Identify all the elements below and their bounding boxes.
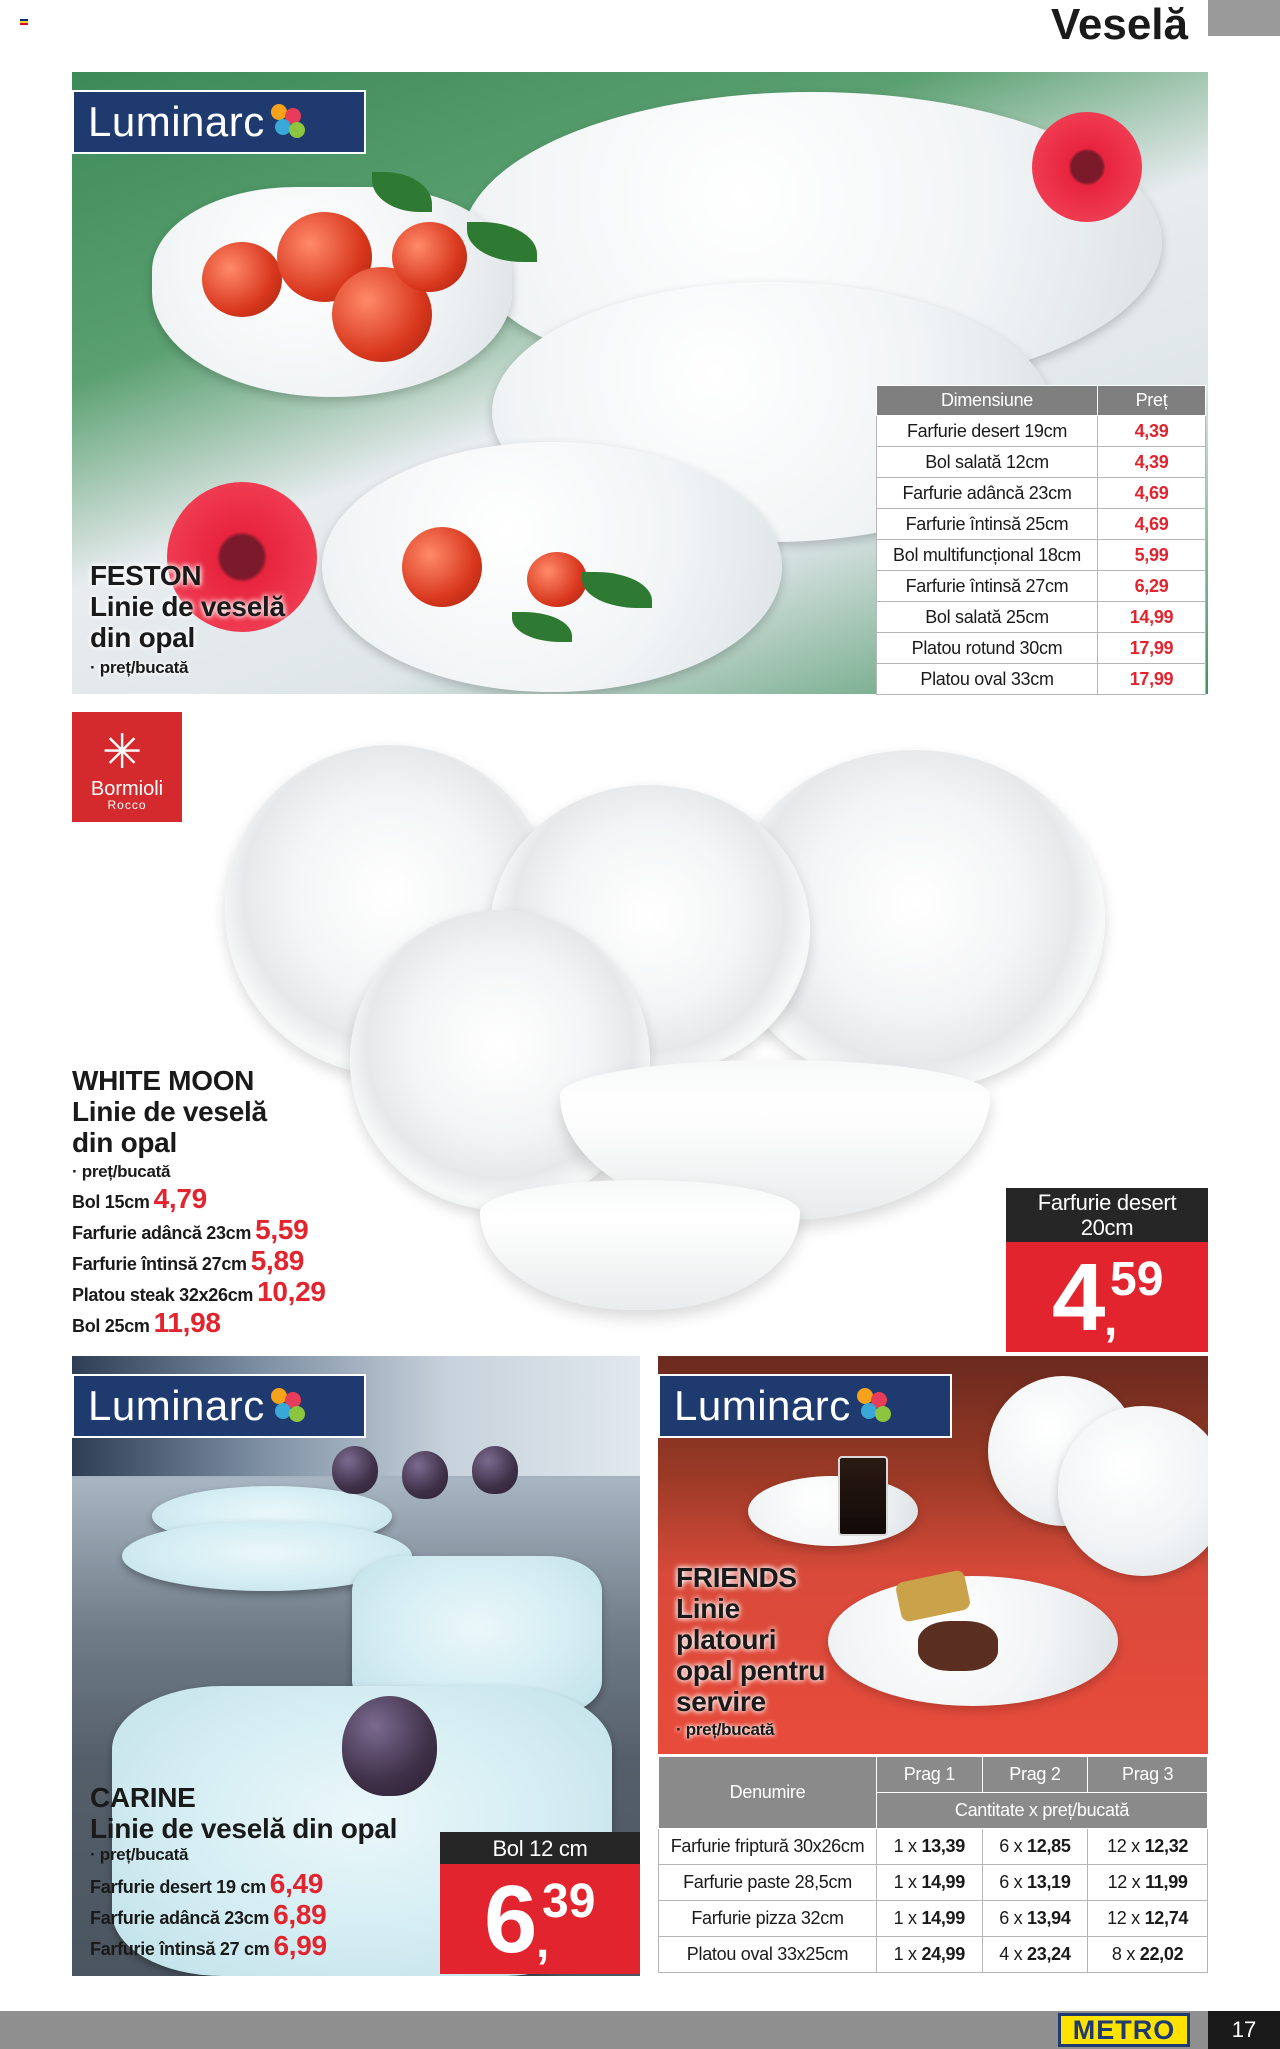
friends-title-line: platouri — [676, 1624, 777, 1655]
tier-cell — [1088, 1937, 1208, 1973]
item-name: Farfurie paste 28,5cm — [659, 1865, 877, 1901]
item-price: 5,99 — [1098, 540, 1206, 571]
table-row — [877, 416, 1206, 447]
price-comma: , — [536, 1915, 550, 1968]
item-name: Platou oval 33cm — [877, 664, 1098, 695]
table-row — [659, 1829, 1208, 1865]
table-row — [877, 540, 1206, 571]
tier-qty: 12 x — [1107, 1872, 1141, 1892]
feston-title-line: din opal — [90, 622, 195, 653]
tier-price: 14,99 — [921, 1908, 965, 1928]
page-number: 17 — [1208, 2011, 1280, 2049]
friends-title-line: Linie — [676, 1593, 740, 1624]
tier-cell — [1088, 1901, 1208, 1937]
tier-price: 13,94 — [1027, 1908, 1071, 1928]
tier-price: 11,99 — [1145, 1872, 1188, 1892]
item-price: 4,39 — [1098, 447, 1206, 478]
item-price: 17,99 — [1098, 633, 1206, 664]
luminarc-logo-text: Luminarc — [674, 1382, 851, 1429]
table-row — [877, 602, 1206, 633]
list-item — [90, 1930, 327, 1962]
white-moon-promo-label — [1006, 1188, 1208, 1242]
list-item — [72, 1214, 308, 1246]
table-row — [877, 509, 1206, 540]
white-moon-product-photo — [200, 730, 1100, 1330]
item-name: Farfurie pizza 32cm — [659, 1901, 877, 1937]
page-title: Veselă — [1050, 0, 1188, 49]
table-header: Dimensiune — [877, 386, 1098, 416]
item-price: 4,69 — [1098, 509, 1206, 540]
item-name: Farfurie întinsă 25cm — [877, 509, 1098, 540]
luminarc-logo — [72, 90, 366, 154]
table-row — [659, 1865, 1208, 1901]
table-row — [877, 478, 1206, 509]
romanian-flag-icon — [20, 19, 28, 26]
tier-price: 22,02 — [1139, 1944, 1184, 1964]
table-row — [877, 447, 1206, 478]
carine-title — [90, 1782, 397, 1844]
tier-qty: 8 x — [1111, 1944, 1136, 1964]
tier-cell — [877, 1829, 983, 1865]
list-item — [72, 1183, 207, 1215]
tier-cell — [982, 1937, 1088, 1973]
tier-price: 12,32 — [1144, 1836, 1189, 1856]
table-header: Prag 1 — [877, 1757, 983, 1793]
table-header: Prag 2 — [982, 1757, 1088, 1793]
item-price: 4,69 — [1098, 478, 1206, 509]
table-row — [877, 633, 1206, 664]
white-moon-title-line: WHITE MOON — [72, 1065, 255, 1096]
friends-subtitle: · preț/bucată — [676, 1720, 775, 1739]
white-moon-title-line: din opal — [72, 1127, 177, 1158]
item-price: 11,98 — [153, 1307, 221, 1338]
promo-label-line: 20cm — [1080, 1215, 1134, 1240]
item-name: Bol salată 12cm — [877, 447, 1098, 478]
luminarc-dots-icon — [853, 1388, 893, 1424]
tier-qty: 4 x — [999, 1944, 1023, 1964]
item-name: Bol salată 25cm — [877, 602, 1098, 633]
luminarc-logo-text: Luminarc — [88, 1382, 265, 1429]
luminarc-logo-text: Luminarc — [88, 98, 265, 145]
tier-cell — [877, 1901, 983, 1937]
friends-title-line: servire — [676, 1686, 766, 1717]
luminarc-logo — [72, 1374, 366, 1438]
table-subheader: Cantitate x preț/bucată — [877, 1793, 1208, 1829]
table-row — [659, 1901, 1208, 1937]
tier-price: 23,24 — [1027, 1944, 1071, 1964]
item-name: Platou oval 33x25cm — [659, 1937, 877, 1973]
bormioli-rocco-logo — [72, 712, 182, 822]
tier-cell — [982, 1829, 1088, 1865]
item-name: Farfurie întinsă 27cm — [877, 571, 1098, 602]
item-name: Platou steak 32x26cm — [72, 1285, 254, 1305]
white-moon-title — [72, 1065, 267, 1158]
item-price: 4,79 — [153, 1183, 207, 1214]
carine-promo-price — [440, 1864, 640, 1974]
carine-subtitle: · preț/bucată — [90, 1845, 189, 1864]
feston-title-line: Linie de veselă — [90, 591, 285, 622]
item-name: Platou rotund 30cm — [877, 633, 1098, 664]
white-moon-promo-price — [1006, 1242, 1208, 1352]
friends-tier-price-table — [658, 1756, 1208, 1973]
tier-price: 13,19 — [1027, 1872, 1071, 1892]
item-price: 4,39 — [1098, 416, 1206, 447]
list-item — [90, 1899, 326, 1931]
tier-qty: 12 x — [1107, 1908, 1140, 1928]
tier-price: 24,99 — [921, 1944, 965, 1964]
item-price: 6,29 — [1098, 571, 1206, 602]
item-price: 10,29 — [257, 1276, 326, 1307]
tier-qty: 1 x — [893, 1836, 917, 1856]
price-comma: , — [1104, 1293, 1118, 1346]
item-name: Farfurie friptură 30x26cm — [659, 1829, 877, 1865]
price-integer: 4 — [1052, 1244, 1106, 1351]
item-name: Farfurie întinsă 27cm — [72, 1254, 247, 1274]
item-price: 6,99 — [273, 1930, 327, 1961]
tier-price: 12,74 — [1144, 1908, 1189, 1928]
tier-qty: 12 x — [1107, 1836, 1140, 1856]
tier-price: 13,39 — [921, 1836, 965, 1856]
item-name: Bol 15cm — [72, 1192, 150, 1212]
tier-price: 12,85 — [1027, 1836, 1071, 1856]
item-name: Bol multifuncțional 18cm — [877, 540, 1098, 571]
luminarc-logo — [658, 1374, 952, 1438]
feston-price-table — [876, 385, 1206, 695]
bormioli-logo-subtext: Rocco — [107, 798, 147, 812]
tier-price: 14,99 — [921, 1872, 965, 1892]
carine-title-line: CARINE — [90, 1782, 196, 1813]
item-name: Farfurie adâncă 23cm — [72, 1223, 252, 1243]
item-name: Farfurie desert 19cm — [877, 416, 1098, 447]
price-cents: 39 — [542, 1875, 596, 1928]
tier-cell — [877, 1937, 983, 1973]
tier-qty: 1 x — [893, 1872, 917, 1892]
luminarc-dots-icon — [267, 104, 307, 140]
white-moon-subtitle: · preț/bucată — [72, 1162, 171, 1181]
item-name: Farfurie adâncă 23cm — [90, 1908, 270, 1928]
friends-title — [676, 1562, 825, 1717]
feston-title — [90, 560, 285, 653]
feston-subtitle: · preț/bucată — [90, 658, 189, 677]
friends-title-line: FRIENDS — [676, 1562, 797, 1593]
table-header: Denumire — [659, 1757, 877, 1829]
list-item — [72, 1307, 221, 1339]
table-header: Preț — [1098, 386, 1206, 416]
item-price: 17,99 — [1098, 664, 1206, 695]
luminarc-dots-icon — [267, 1388, 307, 1424]
list-item — [90, 1868, 323, 1900]
header-accent-bar — [1208, 0, 1280, 36]
list-item — [72, 1276, 326, 1308]
table-row — [659, 1937, 1208, 1973]
item-price: 5,89 — [250, 1245, 305, 1276]
carine-promo-label: Bol 12 cm — [440, 1832, 640, 1864]
tier-qty: 6 x — [999, 1836, 1023, 1856]
tier-qty: 1 x — [893, 1908, 917, 1928]
item-price: 6,89 — [273, 1899, 327, 1930]
carine-title-line: Linie de veselă din opal — [90, 1813, 398, 1844]
white-moon-title-line: Linie de veselă — [72, 1096, 267, 1127]
list-item — [72, 1245, 304, 1277]
promo-label-line: Farfurie desert — [1037, 1190, 1177, 1215]
sparkle-star-icon: ✳ — [102, 726, 143, 779]
tier-qty: 6 x — [999, 1908, 1023, 1928]
table-row — [877, 664, 1206, 695]
tier-cell — [1088, 1865, 1208, 1901]
item-price: 6,49 — [269, 1868, 324, 1899]
tier-qty: 6 x — [999, 1872, 1023, 1892]
price-cents: 59 — [1110, 1253, 1164, 1306]
table-row — [877, 571, 1206, 602]
table-header: Prag 3 — [1088, 1757, 1208, 1793]
price-integer: 6 — [484, 1866, 538, 1973]
friends-title-line: opal pentru — [676, 1655, 826, 1686]
tier-cell — [1088, 1829, 1208, 1865]
tier-cell — [982, 1901, 1088, 1937]
item-name: Farfurie adâncă 23cm — [877, 478, 1098, 509]
item-price: 14,99 — [1098, 602, 1206, 633]
item-price: 5,59 — [255, 1214, 309, 1245]
feston-title-line: FESTON — [90, 560, 202, 591]
metro-logo: METRO — [1058, 2013, 1190, 2047]
item-name: Farfurie desert 19 cm — [90, 1877, 266, 1897]
item-name: Bol 25cm — [72, 1316, 150, 1336]
bormioli-logo-text: Bormioli — [90, 778, 164, 800]
tier-cell — [982, 1865, 1088, 1901]
tier-cell — [877, 1865, 983, 1901]
tier-qty: 1 x — [893, 1944, 917, 1964]
item-name: Farfurie întinsă 27 cm — [90, 1939, 270, 1959]
